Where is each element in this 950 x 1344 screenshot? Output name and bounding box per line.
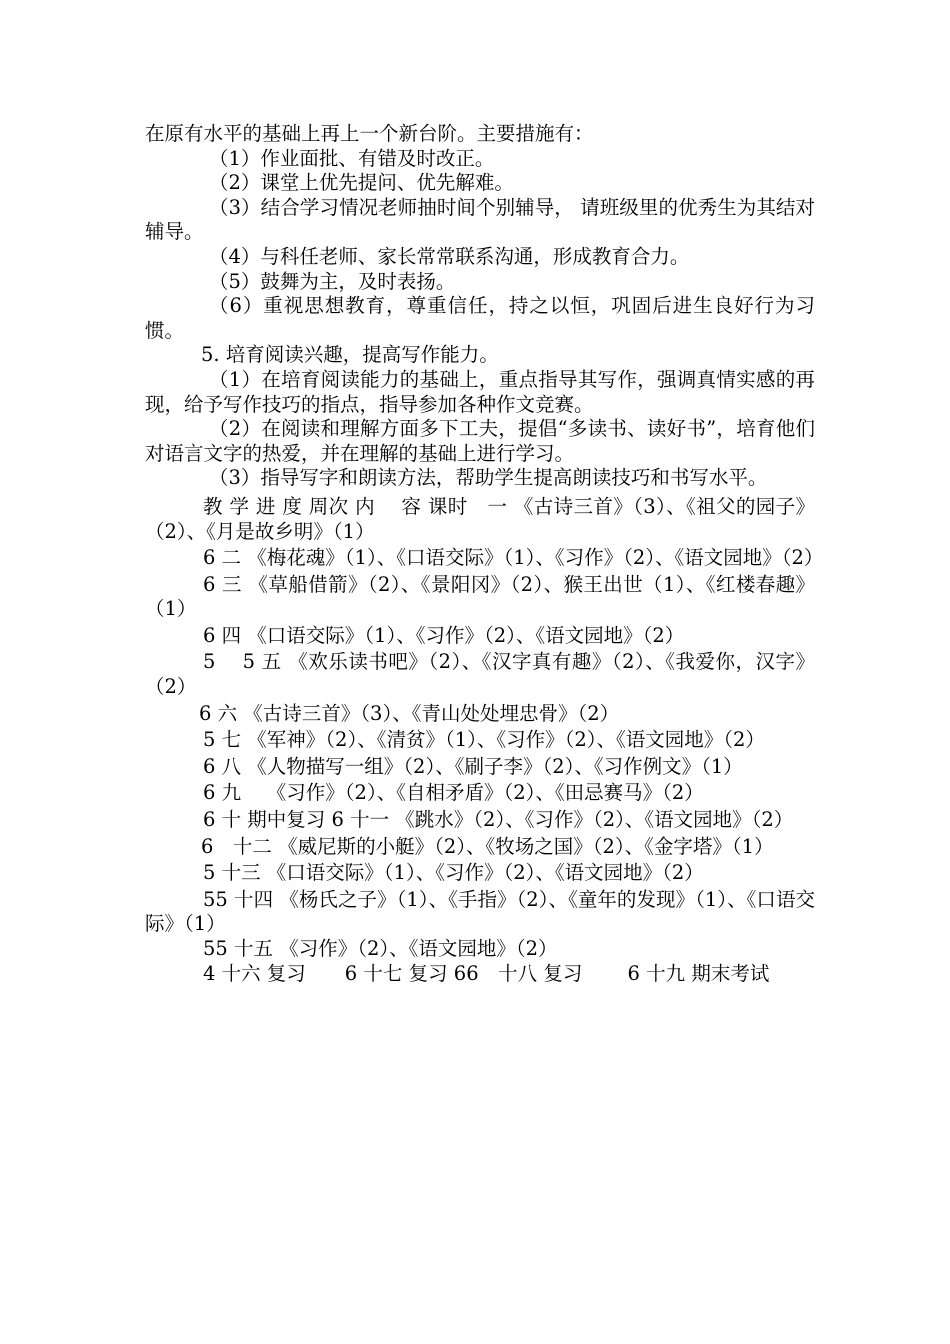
paragraph: 6 九 《习作》（2）、《自相矛盾》（2）、《田忌赛马》（2）	[203, 781, 704, 805]
paragraph: 5 七 《军神》（2）、《清贫》（1）、《习作》（2）、《语文园地》（2）	[203, 728, 765, 752]
paragraph: （1）在培育阅读能力的基础上，重点指导其写作，强调真情实感的再现，给予写作技巧的指点，指导参加各种作文竞赛。	[145, 367, 815, 416]
paragraph: 6 三 《草船借箭》（2）、《景阳冈》（2）、猴王出世（1）、《红楼春趣》（1）	[145, 572, 815, 621]
paragraph: （2）课堂上优先提问、优先解难。	[209, 171, 514, 195]
paragraph: 5. 培育阅读兴趣，提高写作能力。	[201, 343, 499, 367]
paragraph: （6）重视思想教育，尊重信任，持之以恒，巩固后进生良好行为习惯。	[145, 294, 815, 342]
paragraph: 6 二 《梅花魂》（1）、《口语交际》（1）、《习作》（2）、《语文园地》（2）	[203, 546, 824, 570]
paragraph: 6 十 期中复习 6 十一 《跳水》（2）、《习作》（2）、《语文园地》（2）	[203, 808, 794, 832]
paragraph: 在原有水平的基础上再上一个新台阶。主要措施有：	[145, 122, 594, 145]
paragraph: 5 5 五 《欢乐读书吧》（2）、《汉字真有趣》（2）、《我爱你，汉字》（2）	[145, 650, 815, 699]
paragraph: （5）鼓舞为主，及时表扬。	[209, 269, 456, 293]
paragraph: 4 十六 复习 6 十七 复习 66 十八 复习 6 十九 期末考试	[203, 961, 770, 985]
paragraph: 6 十二 《威尼斯的小艇》（2）、《牧场之国》（2）、《金字塔》（1）	[201, 834, 774, 858]
paragraph: （1）作业面批、有错及时改正。	[209, 146, 495, 170]
paragraph: 6 四 《口语交际》（1）、《习作》（2）、《语文园地》（2）	[203, 623, 685, 647]
paragraph: 6 八 《人物描写一组》（2）、《刷子李》（2）、《习作例文》（1）	[203, 754, 743, 778]
paragraph: （4）与科任老师、家长常常联系沟通，形成教育合力。	[209, 244, 690, 268]
paragraph: 55 十五 《习作》（2）、《语文园地》（2）	[203, 937, 558, 960]
paragraph: （3）结合学习情况老师抽时间个别辅导， 请班级里的优秀生为其结对辅导。	[145, 195, 815, 244]
paragraph: 教 学 进 度 周次 内 容 课时 一 《古诗三首》（3）、《祖父的园子》（2）、《月是故乡明》（1）	[145, 494, 815, 543]
paragraph: （2）在阅读和理解方面多下工夫，提倡“多读书、读好书”，培育他们对语言文字的热爱，并在理解的基础上进行学习。	[145, 417, 815, 465]
paragraph: 6 六 《古诗三首》（3）、《青山处处埋忠骨》（2）	[199, 701, 620, 725]
paragraph: 5 十三 《口语交际》（1）、《习作》（2）、《语文园地》（2）	[203, 861, 704, 885]
document-body	[145, 122, 824, 986]
paragraph: 55 十四 《杨氏之子》（1）、《手指》（2）、《童年的发现》（1）、《口语交际》（1）	[145, 887, 815, 936]
paragraph: （3）指导写字和朗读方法，帮助学生提高朗读技巧和书写水平。	[209, 466, 768, 490]
